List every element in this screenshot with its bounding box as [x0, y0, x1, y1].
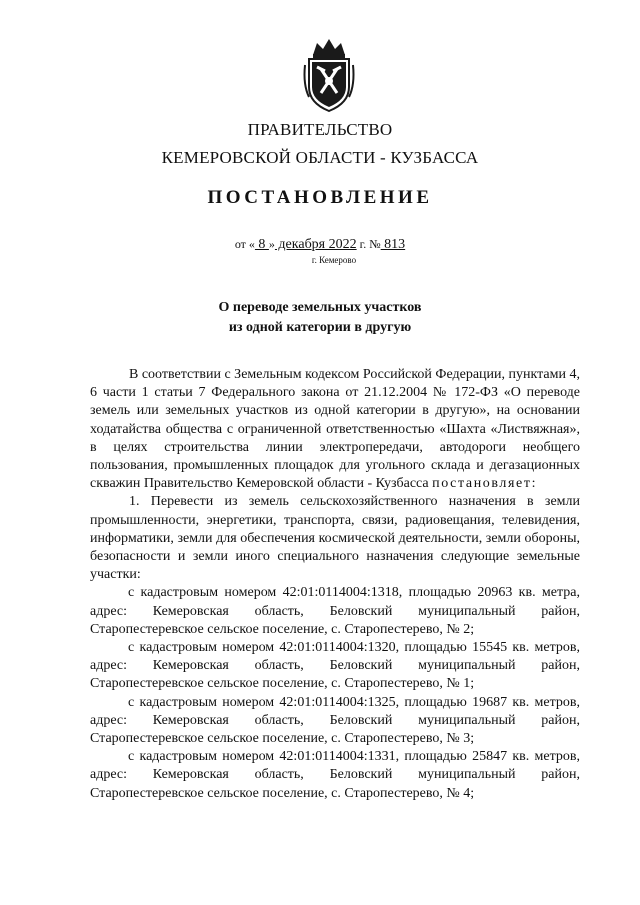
resolves-word: постановляет:: [432, 476, 538, 492]
parcel-item: с кадастровым номером 42:01:0114004:1331, площадью 25847 кв. метров, адрес: Кемеровская область, Беловский муниципальный район, Старопестеревское сельское поселение, с. Старопестерево, № 4;: [90, 749, 580, 801]
document-type-heading: ПОСТАНОВЛЕНИЕ: [207, 187, 433, 208]
city-label: г. Кемерово: [311, 255, 357, 265]
preamble-paragraph: [90, 366, 580, 493]
number-label: №: [369, 237, 381, 251]
government-line-1: ПРАВИТЕЛЬСТВО: [247, 120, 393, 139]
document-body: [90, 366, 580, 803]
date-quote-close: »: [268, 237, 275, 251]
date-month-year: декабря 2022: [274, 237, 357, 252]
document-title-line-1: О переводе земельных участков: [218, 300, 422, 315]
date-year-suffix: г.: [356, 237, 367, 251]
document-title-line-2: из одной категории в другую: [228, 320, 412, 335]
parcel-item: с кадастровым номером 42:01:0114004:1325, площадью 19687 кв. метров, адрес: Кемеровская область, Беловский муниципальный район, Старопестеревское сельское поселение, с. Старопестерево, № 3;: [90, 694, 580, 747]
parcel-item: с кадастровым номером 42:01:0114004:1320, площадью 15545 кв. метров, адрес: Кемеровская область, Беловский муниципальный район, Старопестеревское сельское поселение, с. Старопестерево, № 1;: [90, 640, 580, 692]
preamble-text: В соответствии с Земельным кодексом Российской Федерации, пунктами 4, 6 части 1 статьи 7 Федерального закона от 21.12.2004 № 172-ФЗ «О переводе земель или земельных участков из одной категории в другую», на основании ходатайства общества с ограниченной ответственностью «Шахта «Листвяжная», в целях строительства линии электропередачи, автодороги необщего пользования, промышленных площадок для угольного склада и дегазационных скважин Правительство Кемеровской области - Кузбасса: [90, 367, 580, 492]
coat-of-arms-emblem-icon: [301, 35, 357, 115]
document-number: 813: [380, 237, 406, 252]
government-line-2: КЕМЕРОВСКОЙ ОБЛАСТИ - КУЗБАССА: [161, 148, 479, 167]
date-number-line: [0, 237, 640, 253]
clause-1-paragraph: 1. Перевести из земель сельскохозяйственного назначения в земли промышленности, энергетики, транспорта, связи, радиовещания, телевидения, информатики, земли для обеспечения космической деятельности, земли обороны, безопасности и земли иного специального назначения следующие земельные участки:: [90, 494, 580, 583]
parcel-item: с кадастровым номером 42:01:0114004:1318, площадью 20963 кв. метра, адрес: Кемеровская область, Беловский муниципальный район, Старопестеревское сельское поселение, с. Старопестерево, № 2;: [90, 585, 580, 637]
date-day: 8: [254, 237, 269, 252]
date-prefix: от «: [234, 237, 255, 251]
